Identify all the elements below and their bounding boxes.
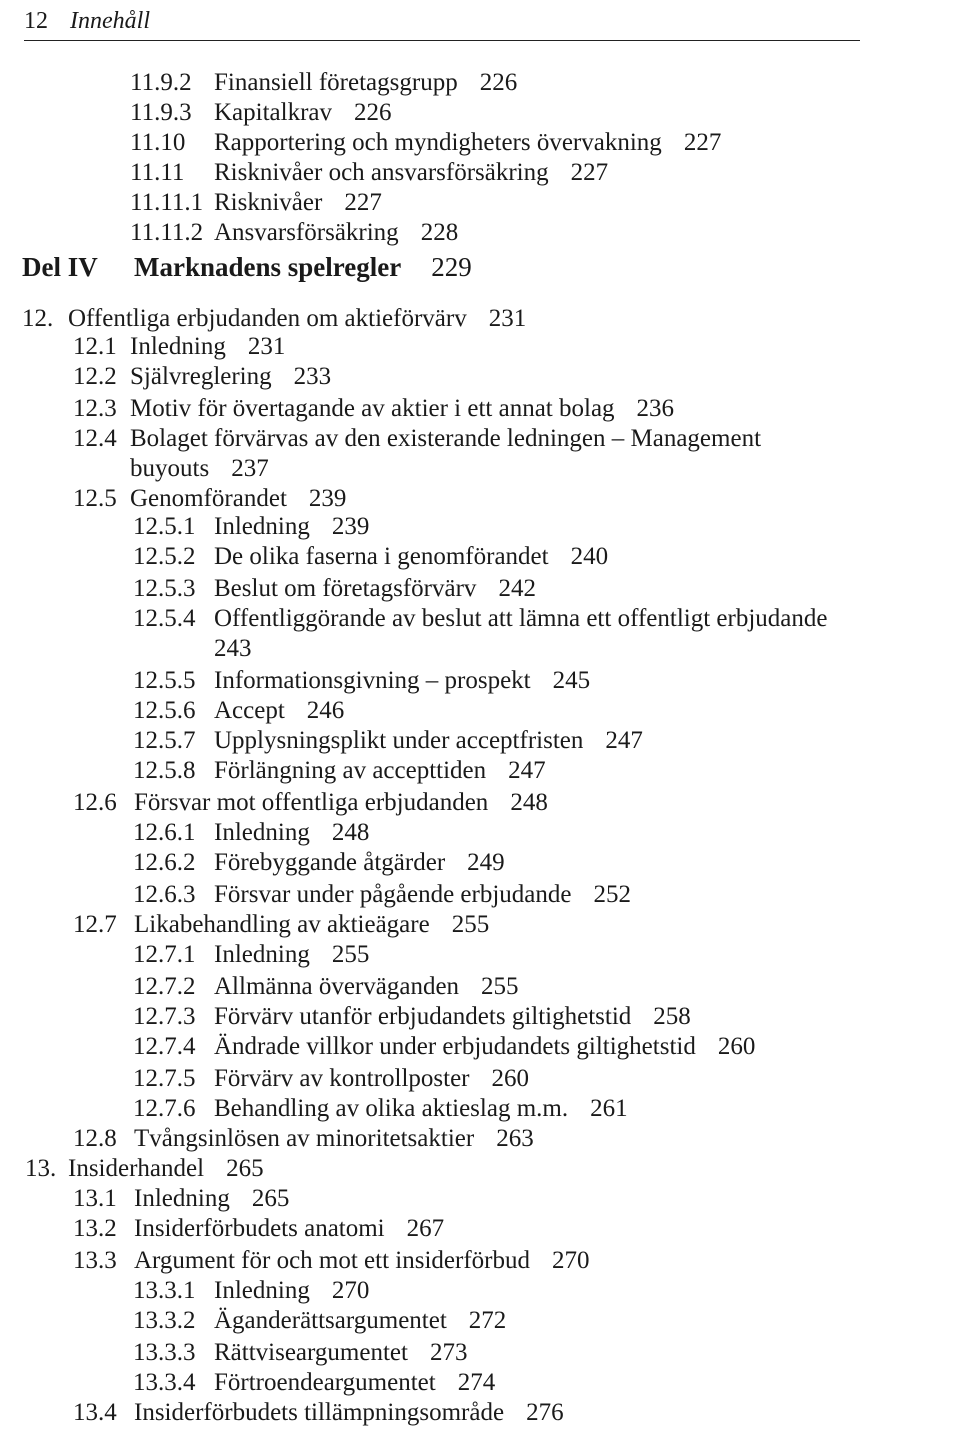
toc-entry-title: Genomförandet <box>130 485 287 512</box>
toc-entry-page: 227 <box>570 159 609 186</box>
toc-entry-number: Del IV <box>22 252 98 282</box>
toc-entry-page: 248 <box>331 819 370 846</box>
toc-entry-number: 13.3.3 <box>133 1339 196 1366</box>
toc-entry-page: 226 <box>479 69 518 96</box>
toc-entry-continuation <box>214 634 252 664</box>
toc-entry-page: 260 <box>717 1033 756 1060</box>
toc-entry-number: 11.10 <box>130 129 186 156</box>
toc-entry-title: Försvar under pågående erbjudande <box>214 881 572 908</box>
toc-entry-continuation <box>130 454 269 484</box>
toc-entry-title: Insiderförbudets anatomi <box>134 1215 385 1242</box>
toc-entry-page: 252 <box>593 881 631 908</box>
toc-entry-page: 255 <box>451 911 490 938</box>
toc-entry-number: 12.5.5 <box>133 667 196 694</box>
toc-entry-title: Inledning <box>214 941 310 968</box>
toc-entry-page: 231 <box>488 305 527 332</box>
toc-entry-number: 11.9.3 <box>130 99 192 126</box>
toc-entry-page: 263 <box>496 1125 534 1152</box>
toc-entry-title: Beslut om företagsförvärv <box>214 575 477 602</box>
toc-entry-number: 12.6 <box>73 789 117 816</box>
toc-entry-page: 273 <box>429 1339 468 1366</box>
toc-entry-number: 11.11 <box>130 159 185 186</box>
toc-entry-number: 13.1 <box>73 1185 117 1212</box>
toc-entry-number: 12. <box>22 305 54 332</box>
toc-entry-title: Förtroendeargumentet <box>214 1369 436 1396</box>
toc-entry-number: 13.3 <box>73 1247 117 1274</box>
toc-entry-number: 12.6.3 <box>133 881 196 908</box>
toc-entry-page: 265 <box>251 1185 290 1212</box>
toc-entry-page: 255 <box>331 941 370 968</box>
toc-entry-page: 247 <box>508 757 546 784</box>
toc-entry-title: Äganderättsargumentet <box>214 1307 447 1334</box>
toc-entry-page: 243 <box>214 635 252 662</box>
toc-entry-page: 260 <box>491 1065 530 1092</box>
toc-entry-number: 12.7 <box>73 911 117 938</box>
toc-entry-page: 242 <box>498 575 536 602</box>
toc-entry-page: 270 <box>331 1277 370 1304</box>
toc-entry-number: 12.7.6 <box>133 1095 196 1122</box>
toc-entry-number: 11.9.2 <box>130 69 192 96</box>
toc-entry-title: Argument för och mot ett insiderförbud <box>134 1247 530 1274</box>
toc-entry-title: Självreglering <box>130 363 272 390</box>
toc-entry-title: Likabehandling av aktieägare <box>134 911 430 938</box>
toc-entry-title: Risknivåer och ansvarsförsäkring <box>214 159 549 186</box>
toc-entry-number: 13.3.4 <box>133 1369 196 1396</box>
toc-entry-number: 13. <box>25 1155 57 1182</box>
toc-entry-page: 228 <box>420 219 459 246</box>
toc-entry-page: 265 <box>226 1155 264 1182</box>
toc-entry-title: Försvar mot offentliga erbjudanden <box>134 789 489 816</box>
toc-entry-page: 246 <box>306 697 345 724</box>
toc-entry-page: 245 <box>552 667 591 694</box>
toc-entry-page: 261 <box>590 1095 628 1122</box>
toc-entry-page: 237 <box>231 455 269 482</box>
toc-entry-title-continued: buyouts <box>130 455 210 482</box>
toc-entry-title: Marknadens spelregler <box>134 252 402 282</box>
toc-entry-page: 267 <box>406 1215 445 1242</box>
toc-entry-title: Kapitalkrav <box>214 99 333 126</box>
toc-entry-number: 12.7.2 <box>133 973 196 1000</box>
toc-entry-number: 12.5.8 <box>133 757 196 784</box>
toc-entry-title: Motiv för övertagande av aktier i ett annat bolag <box>130 395 615 422</box>
toc-entry-title: Tvångsinlösen av minoritetsaktier <box>134 1125 475 1152</box>
toc-entry-page: 240 <box>570 543 609 570</box>
toc-entry-title: Förebyggande åtgärder <box>214 849 446 876</box>
toc-entry-title: Insiderförbudets tillämpningsområde <box>134 1399 505 1426</box>
toc-entry-number: 13.3.1 <box>133 1277 196 1304</box>
toc-entry-number: 11.11.2 <box>130 219 204 246</box>
toc-entry-title: Insiderhandel <box>68 1155 205 1182</box>
toc-entry-number: 12.5.6 <box>133 697 196 724</box>
toc-entry-number: 12.5 <box>73 485 117 512</box>
toc-entry-number: 12.7.5 <box>133 1065 196 1092</box>
toc-entry-number: 13.2 <box>73 1215 117 1242</box>
toc-entry-title: Behandling av olika aktieslag m.m. <box>214 1095 569 1122</box>
toc-entry-title: Inledning <box>214 1277 310 1304</box>
toc-entry-number: 12.5.2 <box>133 543 196 570</box>
running-header <box>24 4 860 41</box>
toc-entry-title: Risknivåer <box>214 189 323 216</box>
toc-entry-page: 227 <box>683 129 722 156</box>
toc-entry-title: Allmänna överväganden <box>214 973 460 1000</box>
toc-entry-page: 276 <box>526 1399 564 1426</box>
toc-entry-title: Inledning <box>214 513 310 540</box>
toc-entry-page: 258 <box>653 1003 691 1030</box>
toc-entry-title: Offentliga erbjudanden om aktieförvärv <box>68 305 467 332</box>
toc-entry-number: 12.7.4 <box>133 1033 196 1060</box>
toc-entry-number: 12.7.3 <box>133 1003 196 1030</box>
toc-entry-title: Inledning <box>130 333 226 360</box>
toc-entry-number: 12.3 <box>73 395 117 422</box>
toc-entry-page: 249 <box>467 849 505 876</box>
toc-entry-title: De olika faserna i genomförandet <box>214 543 549 570</box>
toc-entry-title: Inledning <box>214 819 310 846</box>
toc-entry-title: Offentliggörande av beslut att lämna ett offentligt erbjudande <box>214 605 828 632</box>
toc-entry-page: 239 <box>331 513 370 540</box>
toc-entry-title: Accept <box>214 697 285 724</box>
toc-entry-number: 12.7.1 <box>133 941 196 968</box>
toc-entry-number: 12.6.2 <box>133 849 196 876</box>
toc-entry-number: 12.2 <box>73 363 117 390</box>
page-number: 12 <box>24 8 48 34</box>
toc-entry-number: 12.5.1 <box>133 513 196 540</box>
toc-entry-number: 13.3.2 <box>133 1307 196 1334</box>
toc-entry-page: 239 <box>308 485 347 512</box>
toc-entry-title: Upplysningsplikt under acceptfristen <box>214 727 584 754</box>
toc-entry-page: 231 <box>247 333 286 360</box>
toc-entry-number: 12.5.3 <box>133 575 196 602</box>
toc-entry-title: Bolaget förvärvas av den existerande ledningen – Management <box>130 425 762 452</box>
toc-entry-page: 227 <box>344 189 382 216</box>
toc-entry-page: 226 <box>354 99 392 126</box>
toc-entry-page: 247 <box>605 727 643 754</box>
toc-entry-page: 270 <box>551 1247 590 1274</box>
running-title: Innehåll <box>70 8 150 34</box>
toc-entry-title: Finansiell företagsgrupp <box>214 69 458 96</box>
toc-entry-number: 12.1 <box>73 333 117 360</box>
toc-entry-number: 12.5.7 <box>133 727 196 754</box>
toc-entry-number: 13.4 <box>73 1399 117 1426</box>
toc-entry-title: Ansvarsförsäkring <box>214 219 399 246</box>
toc-entry-title: Informationsgivning – prospekt <box>214 667 531 694</box>
toc-entry-title: Förvärv utanför erbjudandets giltighetstid <box>214 1003 632 1030</box>
toc-entry-number: 12.5.4 <box>133 605 196 632</box>
toc-entry-page: 248 <box>510 789 548 816</box>
toc-entry-page: 229 <box>431 252 472 282</box>
toc-entry-title: Rapportering och myndigheters övervakning <box>214 129 662 156</box>
toc-entry-title: Ändrade villkor under erbjudandets giltighetstid <box>214 1033 696 1060</box>
toc-entry-number: 12.4 <box>73 425 117 452</box>
toc-entry-title: Förvärv av kontrollposter <box>214 1065 470 1092</box>
toc-entry-title: Förlängning av accepttiden <box>214 757 487 784</box>
toc-entry-page: 255 <box>481 973 519 1000</box>
toc-entry-page: 233 <box>293 363 332 390</box>
toc-entry-title: Rättviseargumentet <box>214 1339 408 1366</box>
toc-entry-page: 274 <box>457 1369 496 1396</box>
toc-entry-title: Inledning <box>134 1185 230 1212</box>
toc-entry-number: 11.11.1 <box>130 189 204 216</box>
toc-entry-page: 236 <box>636 395 675 422</box>
toc-entry-number: 12.6.1 <box>133 819 196 846</box>
toc-entry-page: 272 <box>468 1307 507 1334</box>
toc-entry-number: 12.8 <box>73 1125 117 1152</box>
